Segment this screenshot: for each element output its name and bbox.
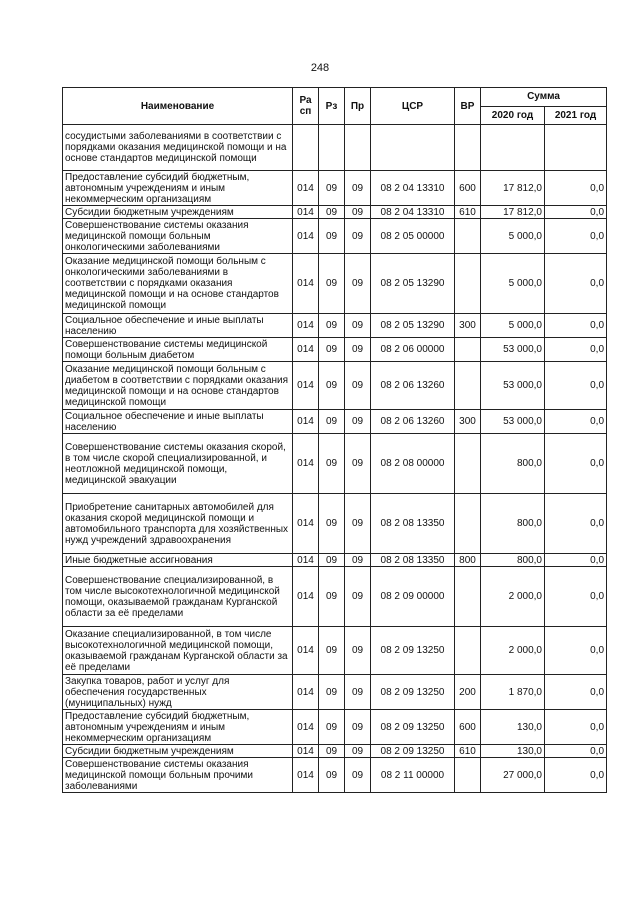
header-csr: ЦСР	[371, 88, 455, 125]
cell-sum-2020: 800,0	[481, 494, 545, 554]
cell-vr	[455, 627, 481, 675]
cell-sum-2021: 0,0	[545, 206, 607, 219]
table-row	[63, 125, 607, 171]
table-row	[63, 219, 607, 254]
cell-rz: 09	[319, 410, 345, 434]
table-row	[63, 338, 607, 362]
cell-vr: 300	[455, 410, 481, 434]
cell-rasp: 014	[293, 254, 319, 314]
cell-sum-2021: 0,0	[545, 494, 607, 554]
cell-sum-2021	[545, 125, 607, 171]
cell-vr	[455, 494, 481, 554]
table-header	[63, 88, 607, 125]
cell-vr	[455, 125, 481, 171]
cell-vr: 800	[455, 554, 481, 567]
header-pr: Пр	[345, 88, 371, 125]
cell-name: Закупка товаров, работ и услуг для обеспечения государственных (муниципальных) нужд	[63, 675, 293, 710]
cell-sum-2020: 17 812,0	[481, 206, 545, 219]
cell-rz: 09	[319, 567, 345, 627]
cell-sum-2020: 2 000,0	[481, 627, 545, 675]
header-vr: ВР	[455, 88, 481, 125]
cell-csr: 08 2 06 13260	[371, 362, 455, 410]
cell-name: Социальное обеспечение и иные выплаты населению	[63, 314, 293, 338]
cell-sum-2021: 0,0	[545, 219, 607, 254]
cell-sum-2020: 17 812,0	[481, 171, 545, 206]
table-row	[63, 314, 607, 338]
cell-csr: 08 2 05 00000	[371, 219, 455, 254]
cell-csr: 08 2 08 13350	[371, 494, 455, 554]
cell-vr: 600	[455, 171, 481, 206]
cell-rz: 09	[319, 758, 345, 793]
table-row	[63, 554, 607, 567]
table-body	[63, 125, 607, 793]
header-name: Наименование	[63, 88, 293, 125]
cell-rasp: 014	[293, 710, 319, 745]
cell-csr: 08 2 06 13260	[371, 410, 455, 434]
cell-csr: 08 2 08 00000	[371, 434, 455, 494]
cell-sum-2021: 0,0	[545, 434, 607, 494]
cell-name: Совершенствование системы оказания медицинской помощи больным онкологическими заболеваниями	[63, 219, 293, 254]
table-row	[63, 206, 607, 219]
cell-name: Субсидии бюджетным учреждениям	[63, 206, 293, 219]
header-sum: Сумма	[481, 88, 607, 107]
cell-rasp: 014	[293, 206, 319, 219]
cell-rasp: 014	[293, 627, 319, 675]
cell-sum-2021: 0,0	[545, 758, 607, 793]
cell-rz: 09	[319, 554, 345, 567]
cell-sum-2020: 130,0	[481, 710, 545, 745]
cell-rasp	[293, 125, 319, 171]
cell-name: Совершенствование системы медицинской помощи больным диабетом	[63, 338, 293, 362]
cell-pr: 09	[345, 567, 371, 627]
cell-pr	[345, 125, 371, 171]
cell-csr	[371, 125, 455, 171]
cell-vr	[455, 219, 481, 254]
table-row	[63, 494, 607, 554]
cell-pr: 09	[345, 710, 371, 745]
cell-pr: 09	[345, 434, 371, 494]
cell-vr: 610	[455, 206, 481, 219]
table-row	[63, 410, 607, 434]
cell-sum-2020: 53 000,0	[481, 338, 545, 362]
cell-csr: 08 2 09 13250	[371, 710, 455, 745]
cell-rz: 09	[319, 710, 345, 745]
cell-name: Субсидии бюджетным учреждениям	[63, 745, 293, 758]
cell-rasp: 014	[293, 410, 319, 434]
cell-name: Предоставление субсидий бюджетным, автономным учреждениям и иным некоммерческим организациям	[63, 710, 293, 745]
cell-name: сосудистыми заболеваниями в соответствии с порядками оказания медицинской помощи и на основе стандартов медицинской помощи	[63, 125, 293, 171]
cell-rasp: 014	[293, 314, 319, 338]
cell-sum-2020: 5 000,0	[481, 219, 545, 254]
table-row	[63, 567, 607, 627]
cell-sum-2021: 0,0	[545, 314, 607, 338]
header-rasp: Ра сп	[293, 88, 319, 125]
cell-sum-2021: 0,0	[545, 254, 607, 314]
cell-sum-2020: 5 000,0	[481, 314, 545, 338]
cell-sum-2020: 53 000,0	[481, 410, 545, 434]
header-2021: 2021 год	[545, 106, 607, 125]
cell-sum-2020: 1 870,0	[481, 675, 545, 710]
cell-rz: 09	[319, 219, 345, 254]
cell-pr: 09	[345, 494, 371, 554]
cell-rz	[319, 125, 345, 171]
cell-rasp: 014	[293, 434, 319, 494]
cell-vr: 600	[455, 710, 481, 745]
cell-sum-2021: 0,0	[545, 627, 607, 675]
cell-name: Приобретение санитарных автомобилей для оказания скорой медицинской помощи и автомобильного транспорта для хозяйственных нужд учреждений здравоохранения	[63, 494, 293, 554]
cell-rasp: 014	[293, 745, 319, 758]
cell-vr	[455, 338, 481, 362]
cell-pr: 09	[345, 219, 371, 254]
table-row	[63, 710, 607, 745]
table-row	[63, 758, 607, 793]
cell-csr: 08 2 09 13250	[371, 627, 455, 675]
table-row	[63, 362, 607, 410]
cell-pr: 09	[345, 675, 371, 710]
cell-pr: 09	[345, 745, 371, 758]
cell-sum-2021: 0,0	[545, 410, 607, 434]
cell-name: Совершенствование системы оказания скорой, в том числе скорой специализированной, и неотложной медицинской помощи, медицинской эвакуации	[63, 434, 293, 494]
cell-csr: 08 2 04 13310	[371, 206, 455, 219]
cell-pr: 09	[345, 338, 371, 362]
cell-rasp: 014	[293, 567, 319, 627]
header-rz: Рз	[319, 88, 345, 125]
cell-csr: 08 2 09 13250	[371, 745, 455, 758]
cell-rz: 09	[319, 627, 345, 675]
cell-sum-2020	[481, 125, 545, 171]
cell-sum-2020: 800,0	[481, 554, 545, 567]
cell-rz: 09	[319, 434, 345, 494]
cell-name: Предоставление субсидий бюджетным, автономным учреждениям и иным некоммерческим организациям	[63, 171, 293, 206]
cell-sum-2021: 0,0	[545, 338, 607, 362]
cell-sum-2020: 27 000,0	[481, 758, 545, 793]
cell-sum-2020: 2 000,0	[481, 567, 545, 627]
cell-name: Социальное обеспечение и иные выплаты населению	[63, 410, 293, 434]
cell-rasp: 014	[293, 338, 319, 362]
cell-vr: 610	[455, 745, 481, 758]
cell-rz: 09	[319, 314, 345, 338]
cell-vr: 300	[455, 314, 481, 338]
cell-csr: 08 2 04 13310	[371, 171, 455, 206]
cell-name: Оказание специализированной, в том числе высокотехнологичной медицинской помощи, оказываемой гражданам Курганской области за её пределами	[63, 627, 293, 675]
budget-table	[62, 87, 607, 793]
cell-csr: 08 2 05 13290	[371, 254, 455, 314]
cell-rz: 09	[319, 171, 345, 206]
cell-sum-2021: 0,0	[545, 710, 607, 745]
cell-pr: 09	[345, 758, 371, 793]
cell-rz: 09	[319, 338, 345, 362]
cell-sum-2021: 0,0	[545, 675, 607, 710]
cell-sum-2021: 0,0	[545, 567, 607, 627]
page-number: 248	[310, 62, 330, 74]
cell-pr: 09	[345, 410, 371, 434]
cell-rasp: 014	[293, 494, 319, 554]
cell-name: Совершенствование специализированной, в том числе высокотехнологичной медицинской помощи, оказываемой гражданам Курганской области за её пределами	[63, 567, 293, 627]
cell-rz: 09	[319, 745, 345, 758]
cell-rz: 09	[319, 362, 345, 410]
cell-csr: 08 2 06 00000	[371, 338, 455, 362]
cell-pr: 09	[345, 627, 371, 675]
cell-name: Иные бюджетные ассигнования	[63, 554, 293, 567]
cell-pr: 09	[345, 314, 371, 338]
cell-rasp: 014	[293, 675, 319, 710]
cell-pr: 09	[345, 171, 371, 206]
cell-vr: 200	[455, 675, 481, 710]
cell-rz: 09	[319, 675, 345, 710]
cell-sum-2021: 0,0	[545, 362, 607, 410]
cell-vr	[455, 567, 481, 627]
cell-rasp: 014	[293, 758, 319, 793]
cell-sum-2020: 53 000,0	[481, 362, 545, 410]
cell-pr: 09	[345, 254, 371, 314]
cell-csr: 08 2 05 13290	[371, 314, 455, 338]
cell-pr: 09	[345, 362, 371, 410]
cell-csr: 08 2 09 13250	[371, 675, 455, 710]
cell-vr	[455, 362, 481, 410]
cell-rz: 09	[319, 254, 345, 314]
header-2020: 2020 год	[481, 106, 545, 125]
cell-csr: 08 2 11 00000	[371, 758, 455, 793]
cell-rasp: 014	[293, 219, 319, 254]
cell-rasp: 014	[293, 362, 319, 410]
cell-name: Совершенствование системы оказания медицинской помощи больным прочими заболеваниями	[63, 758, 293, 793]
table-row	[63, 171, 607, 206]
cell-rasp: 014	[293, 171, 319, 206]
cell-csr: 08 2 09 00000	[371, 567, 455, 627]
cell-rz: 09	[319, 206, 345, 219]
cell-sum-2020: 130,0	[481, 745, 545, 758]
cell-sum-2021: 0,0	[545, 554, 607, 567]
table-row	[63, 627, 607, 675]
cell-sum-2021: 0,0	[545, 171, 607, 206]
cell-vr	[455, 758, 481, 793]
cell-pr: 09	[345, 554, 371, 567]
cell-pr: 09	[345, 206, 371, 219]
cell-vr	[455, 254, 481, 314]
cell-name: Оказание медицинской помощи больным с онкологическими заболеваниями в соответствии с порядками оказания медицинской помощи и на основе стандартов медицинской помощи	[63, 254, 293, 314]
cell-name: Оказание медицинской помощи больным с диабетом в соответствии с порядками оказания медицинской помощи и на основе стандартов медицинской помощи	[63, 362, 293, 410]
table-row	[63, 434, 607, 494]
table-row	[63, 745, 607, 758]
table-row	[63, 675, 607, 710]
cell-sum-2021: 0,0	[545, 745, 607, 758]
cell-sum-2020: 800,0	[481, 434, 545, 494]
cell-rz: 09	[319, 494, 345, 554]
cell-vr	[455, 434, 481, 494]
table-row	[63, 254, 607, 314]
cell-rasp: 014	[293, 554, 319, 567]
cell-csr: 08 2 08 13350	[371, 554, 455, 567]
cell-sum-2020: 5 000,0	[481, 254, 545, 314]
